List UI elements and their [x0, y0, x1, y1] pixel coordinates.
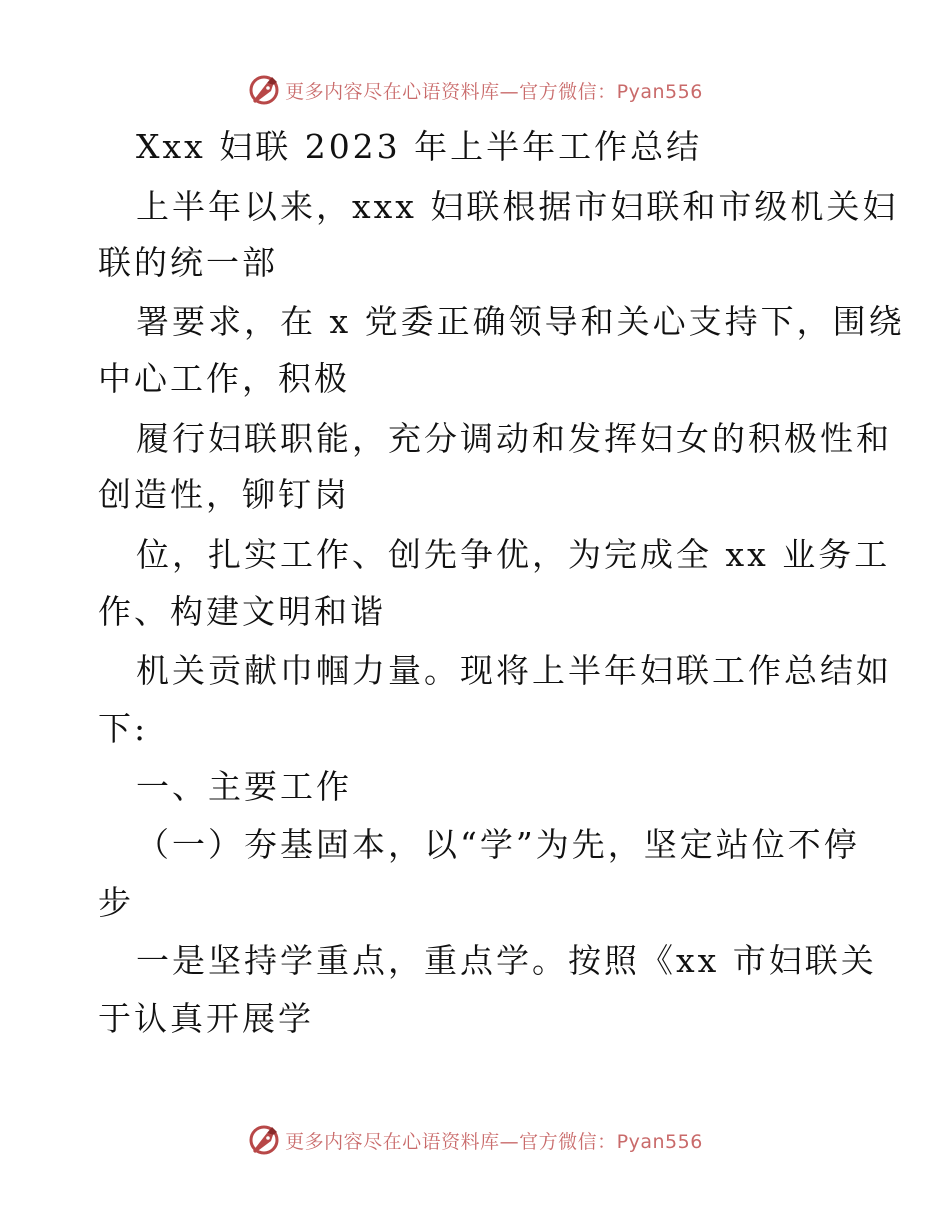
paragraph-line: 上半年以来，xxx 妇联根据市妇联和市级机关妇	[136, 187, 899, 226]
watermark-text: 更多内容尽在心语资料库—官方微信：Pyan556	[285, 80, 703, 103]
paragraph-line: 于认真开展学	[98, 999, 314, 1038]
watermark-text: 更多内容尽在心语资料库—官方微信：Pyan556	[285, 1130, 703, 1153]
paragraph-line: 一是坚持学重点，重点学。按照《xx 市妇联关	[136, 941, 877, 980]
paragraph-line: 中心工作，积极	[98, 359, 350, 398]
paragraph-line: 下:	[98, 709, 149, 748]
subsection-heading: （一）夯基固本，以“学”为先，坚定站位不停	[136, 825, 860, 864]
paragraph-line: 创造性，铆钉岗	[98, 475, 350, 514]
paragraph-line: 署要求，在 x 党委正确领导和关心支持下，围绕	[136, 302, 905, 341]
header-watermark	[0, 70, 950, 110]
pen-nib-logo-icon	[247, 73, 281, 107]
paragraph-line: 作、构建文明和谐	[98, 592, 386, 631]
paragraph-line: 机关贡献巾帼力量。现将上半年妇联工作总结如	[136, 651, 892, 690]
section-heading: 一、主要工作	[136, 767, 352, 806]
subsection-heading-continuation: 步	[98, 883, 134, 922]
paragraph-line: 联的统一部	[98, 243, 278, 282]
document-title: Xxx 妇联 2023 年上半年工作总结	[136, 127, 703, 166]
paragraph-line: 履行妇联职能，充分调动和发挥妇女的积极性和	[136, 419, 892, 458]
paragraph-line: 位，扎实工作、创先争优，为完成全 xx 业务工	[136, 535, 891, 574]
pen-nib-logo-icon	[247, 1123, 281, 1157]
footer-watermark	[0, 1120, 950, 1160]
